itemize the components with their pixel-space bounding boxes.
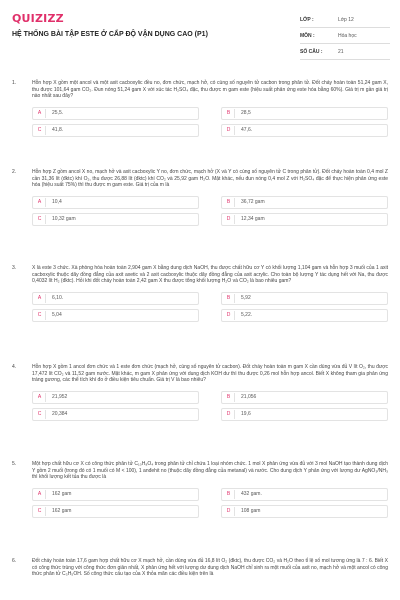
option-letter: D (223, 311, 235, 320)
option-d[interactable] (221, 505, 388, 518)
option-text: 432 gam. (241, 490, 262, 497)
question-stem: Hỗn hợp X gồm một ancol và một axit cacboxylic đều no, đơn chức, mạch hở, có cùng số nguyên tử cacbon trong phân tử. Đốt cháy hoàn toàn 51,24 gam X, thu được 101,64 gam CO₂. Đun nóng 51,24 gam X với xúc tác H₂SO₄ đặc, thu được m gam este (hiệu suất phản ứng este hóa bằng 60%). Giá trị m gần giá trị nào nhất sau đây? (32, 80, 388, 100)
meta-row-count (300, 44, 390, 60)
option-c[interactable] (32, 309, 199, 322)
option-letter: A (34, 294, 46, 303)
question-number: 4. (12, 364, 17, 370)
meta-row-class (300, 12, 390, 28)
option-text: 162 gam (52, 507, 72, 514)
option-letter: C (34, 215, 46, 224)
option-letter: C (34, 507, 46, 516)
question-5 (12, 461, 388, 518)
question-number: 1. (12, 80, 17, 86)
question-stem: Hỗn hợp Z gồm ancol X no, mạch hở và axit cacboxylic Y no, đơn chức, mạch hở (X và Y có cùng số nguyên tử C trong phân tử). Đốt cháy hoàn toàn 0,4 mol Z cần 31,36 lít (đktc) khí O₂, thu được 26,88 lít (đktc) khí CO₂ và 25,92 gam H₂O. Mặt khác, nếu đun nóng 0,4 mol Z với H₂SO₄ đặc để thực hiện phản ứng este hóa (hiệu suất 75%) thì thu được m gam este. Giá trị của m là (32, 169, 388, 189)
quiz-header (0, 0, 400, 70)
option-text: 5,22. (241, 311, 253, 318)
question-number: 5. (12, 461, 17, 467)
question-number: 3. (12, 265, 17, 271)
meta-label: MÔN : (300, 32, 315, 39)
option-d[interactable] (221, 309, 388, 322)
meta-table (300, 12, 390, 60)
question-number: 6. (12, 558, 17, 564)
option-text: 20,384 (52, 410, 68, 417)
option-letter: B (223, 393, 235, 402)
option-letter: D (223, 410, 235, 419)
option-text: 12,34 gam (241, 215, 265, 222)
option-a[interactable] (32, 107, 199, 120)
option-b[interactable] (221, 488, 388, 501)
option-a[interactable] (32, 391, 199, 404)
question-stem: Đốt cháy hoàn toàn 17,6 gam hợp chất hữu cơ X mạch hở, cần dùng vừa đủ 16,8 lít O₂ (đktc), thu được CO₂ và H₂O theo tỉ lệ số mol tương ứng là 7 : 6. Biết X có công thức trùng với công thức đơn giản nhất, X phản ứng hết với lượng dư dung dịch NaOH chỉ sinh ra một muối của axit no, mạch hở và một ancol có công thức phân tử C₃H₅OH. Số công thức cấu tạo của X thỏa mãn các điều kiện trên là (32, 558, 388, 578)
question-2 (12, 169, 388, 226)
option-b[interactable] (221, 292, 388, 305)
question-1 (12, 80, 388, 137)
option-b[interactable] (221, 196, 388, 209)
option-c[interactable] (32, 408, 199, 421)
option-text: 6,10. (52, 294, 64, 301)
meta-row-subject (300, 28, 390, 44)
question-stem: Hỗn hợp X gồm 1 ancol đơn chức và 1 este đơn chức (mạch hở, cùng số nguyên tử cacbon). Đốt cháy hoàn toàn m gam X cần dùng vừa đủ V lít O₂, thu được 17,472 lít CO₂ và 11,52 gam nước. Mặt khác, m gam X phản ứng với dung dịch KOH dư thì thu được 0,26 mol hỗn hợp ancol. Biết X không tham gia phản ứng tráng gương, các thể tích khí đo ở điều kiện tiêu chuẩn. Giá trị V là bao nhiêu? (32, 364, 388, 384)
option-text: 21,056 (241, 393, 257, 400)
option-text: 47,6. (241, 126, 253, 133)
option-a[interactable] (32, 292, 199, 305)
option-text: 10,4 (52, 198, 62, 205)
option-letter: B (223, 109, 235, 118)
meta-label: SỐ CÂU : (300, 48, 323, 55)
question-6 (12, 558, 388, 578)
option-c[interactable] (32, 213, 199, 226)
option-letter: B (223, 490, 235, 499)
option-text: 19,6 (241, 410, 251, 417)
option-letter: D (223, 126, 235, 135)
option-text: 5,92 (241, 294, 251, 301)
option-text: 162 gam (52, 490, 72, 497)
meta-value: Hóa học (338, 32, 357, 39)
answer-options (32, 391, 388, 421)
question-3 (12, 265, 388, 322)
option-letter: C (34, 410, 46, 419)
option-letter: C (34, 126, 46, 135)
option-letter: B (223, 294, 235, 303)
option-letter: A (34, 109, 46, 118)
question-4 (12, 364, 388, 421)
option-text: 36,72 gam (241, 198, 265, 205)
meta-value: 21 (338, 48, 344, 55)
option-a[interactable] (32, 488, 199, 501)
option-letter: D (223, 215, 235, 224)
question-stem: Một hợp chất hữu cơ X có công thức phân tử C₁₀H₈O₄ trong phân tử chỉ chứa 1 loại nhóm chức. 1 mol X phản ứng vừa đủ với 3 mol NaOH tạo thành dung dịch Y gồm 2 muối (trong đó có 1 muối có M < 100), 1 anđehit no (thuộc dãy đồng đẳng của metanal) và nước. Cho dung dịch Y phản ứng với lượng dư AgNO₃/NH₃ thì khối lượng kết tủa thu được là (32, 461, 388, 481)
answer-options (32, 107, 388, 137)
quizizz-logo: QUIZIZZ (12, 12, 64, 25)
option-letter: A (34, 490, 46, 499)
question-stem: X là este 3 chức. Xà phòng hóa hoàn toàn 2,904 gam X bằng dung dịch NaOH, thu được chất hữu cơ Y có khối lượng 1,104 gam và hỗn hợp 3 muối của 1 axit cacboxylic thuộc dãy đồng đẳng của axit axetic và 2 axit cacboxylic thuộc dãy đồng đẳng của axit acrylic. Cho toàn bộ lượng Y tác dụng hết với Na, thu được 0,4032 lít H₂ (đktc). Hỏi khi đốt cháy hoàn toàn 2,42 gam X thu được tổng khối lượng H₂O và CO₂ là bao nhiêu gam? (32, 265, 388, 285)
option-letter: C (34, 311, 46, 320)
answer-options (32, 488, 388, 518)
option-c[interactable] (32, 505, 199, 518)
option-a[interactable] (32, 196, 199, 209)
option-c[interactable] (32, 124, 199, 137)
option-text: 21,952 (52, 393, 68, 400)
option-b[interactable] (221, 391, 388, 404)
meta-value: Lớp 12 (338, 16, 354, 23)
option-letter: D (223, 507, 235, 516)
option-letter: A (34, 393, 46, 402)
page-title: HỆ THỐNG BÀI TẬP ESTE Ở CẤP ĐỘ VẬN DỤNG CAO (P1) (12, 31, 208, 38)
answer-options (32, 196, 388, 226)
question-number: 2. (12, 169, 17, 175)
option-text: 5,04 (52, 311, 62, 318)
option-b[interactable] (221, 107, 388, 120)
option-d[interactable] (221, 408, 388, 421)
option-text: 108 gam (241, 507, 261, 514)
option-letter: A (34, 198, 46, 207)
meta-label: LỚP : (300, 16, 314, 23)
option-letter: B (223, 198, 235, 207)
option-text: 28,5 (241, 109, 251, 116)
option-text: 41,8. (52, 126, 64, 133)
option-text: 10,32 gam (52, 215, 76, 222)
option-text: 25,5. (52, 109, 64, 116)
answer-options (32, 292, 388, 322)
option-d[interactable] (221, 124, 388, 137)
option-d[interactable] (221, 213, 388, 226)
